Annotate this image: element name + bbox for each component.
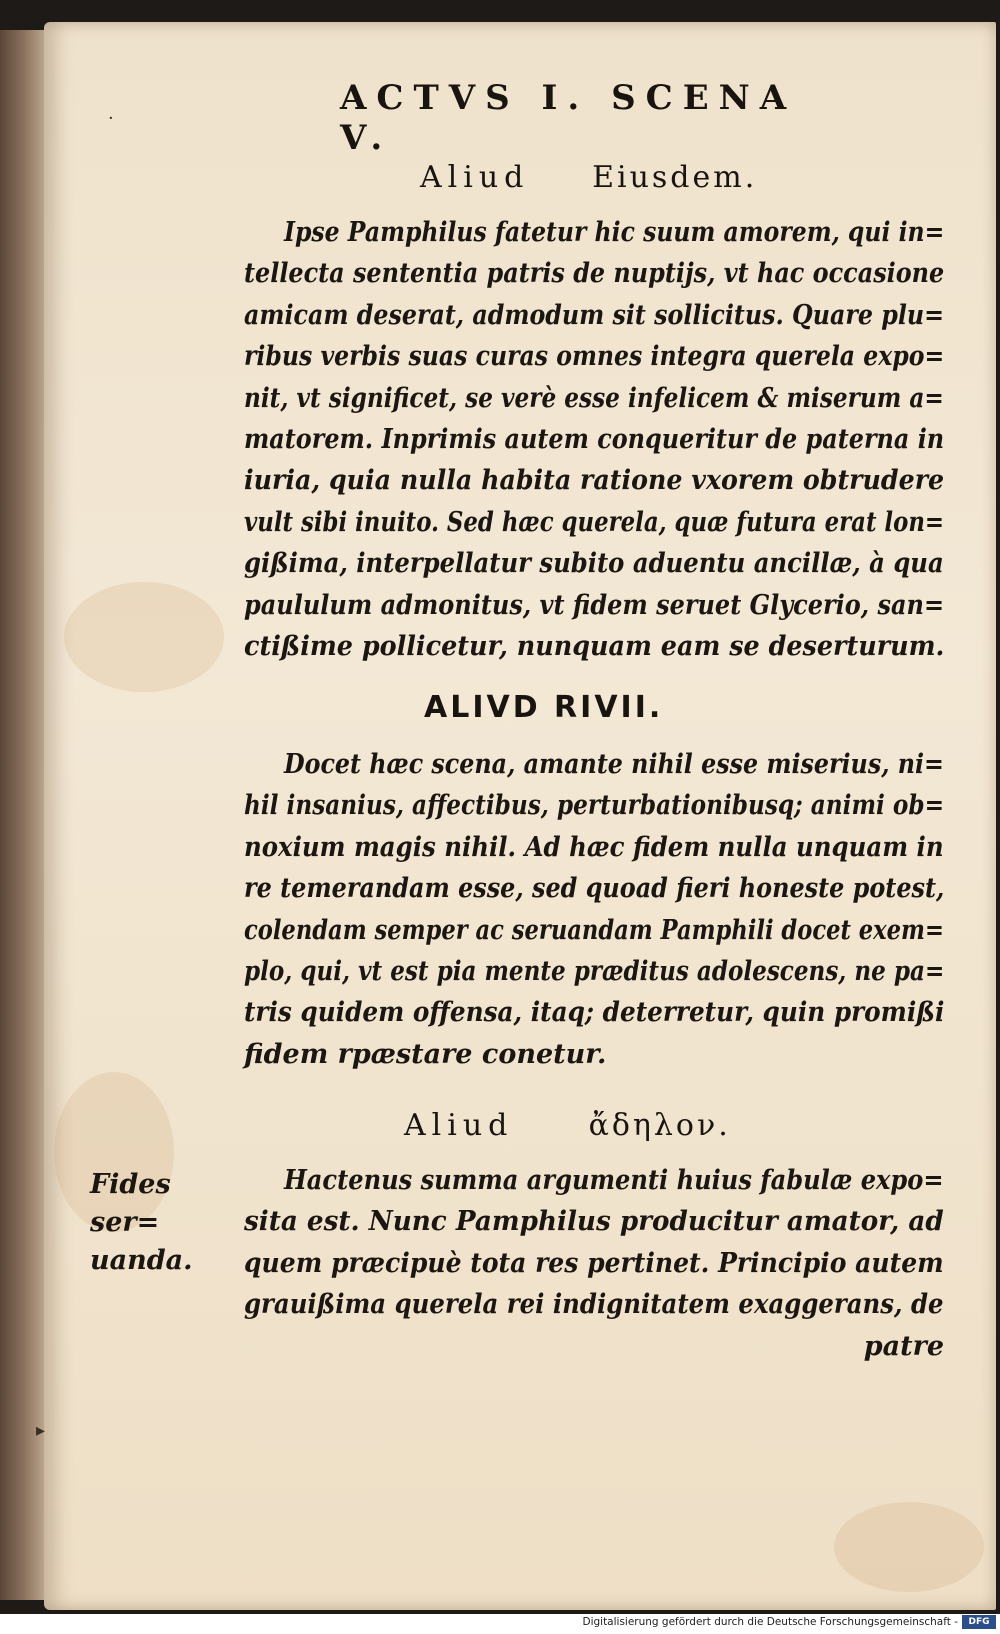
text-line: paululum admonitus, vt fidem seruet Glycerio, san= bbox=[244, 589, 945, 621]
text-line: vult sibi inuito. Sed hæc querela, quæ futura erat lon= bbox=[244, 506, 945, 538]
text-line: hil insanius, affectibus, perturbationibusq; animi ob= bbox=[244, 790, 945, 822]
text-line: matorem. Inprimis autem conqueritur de paterna in bbox=[244, 423, 945, 455]
heading-greek: ἄδηλον. bbox=[588, 1108, 731, 1143]
text-line: quem præcipuè tota res pertinet. Principio autem bbox=[244, 1247, 944, 1279]
margin-note bbox=[90, 1166, 240, 1280]
heading-lead: Aliud bbox=[404, 1108, 514, 1143]
text-line: gißima, interpellatur subito aduentu ancillæ, à qua bbox=[244, 548, 944, 580]
text-line: colendam semper ac seruandam Pamphili docet exem= bbox=[244, 914, 944, 946]
paper-stain bbox=[834, 1502, 984, 1592]
text-line: grauißima querela rei indignitatem exaggerans, de bbox=[244, 1289, 944, 1321]
margin-note-line: uanda. bbox=[90, 1245, 193, 1276]
text-line: noxium magis nihil. Ad hæc fidem nulla unquam in bbox=[244, 831, 944, 863]
text-line: Hactenus summa argumenti huius fabulæ expo= bbox=[284, 1165, 944, 1196]
funding-credit: Digitalisierung gefördert durch die Deutsche Forschungsgemeinschaft - bbox=[582, 1616, 958, 1628]
text-line: ctißime pollicetur, nunquam eam se deserturum. bbox=[244, 630, 945, 662]
text-line: iuria, quia nulla habita ratione vxorem obtrudere bbox=[244, 465, 945, 497]
section-heading-adelon bbox=[404, 1108, 731, 1143]
running-head: ACTVS I. SCENA V. bbox=[340, 78, 797, 158]
section-heading-eiusdem bbox=[420, 160, 757, 195]
text-line: tris quidem offensa, itaq; deterretur, quin promißi bbox=[244, 997, 945, 1029]
section-heading-rivii: ALIVD RIVII. bbox=[424, 690, 664, 725]
ink-mark: · bbox=[108, 108, 114, 129]
text-line: Docet hæc scena, amante nihil esse miserius, ni= bbox=[284, 749, 944, 780]
page-edge bbox=[0, 30, 50, 1600]
margin-note-line: Fides ser= bbox=[90, 1169, 171, 1238]
catchword-block bbox=[244, 1326, 944, 1367]
heading-rest: Eiusdem. bbox=[592, 160, 758, 195]
text-line: plo, qui, vt est pia mente præditus adolescens, ne pa= bbox=[244, 955, 945, 987]
paragraph-section-2 bbox=[244, 744, 944, 1075]
text-line: nit, vt significet, se verè esse infelicem & miserum a= bbox=[244, 382, 944, 414]
page-marker-icon: ▸ bbox=[36, 1420, 46, 1441]
text-line: Ipse Pamphilus fatetur hic suum amorem, qui in= bbox=[284, 217, 945, 248]
text-line: tellecta sententia patris de nuptijs, vt hac occasione bbox=[244, 258, 945, 290]
text-line: amicam deserat, admodum sit sollicitus. Quare plu= bbox=[244, 299, 945, 331]
text-line: ribus verbis suas curas omnes integra querela expo= bbox=[244, 341, 945, 373]
text-line: re temerandam esse, sed quoad fieri honeste potest, bbox=[244, 873, 945, 905]
text-line: sita est. Nunc Pamphilus producitur amator, ad bbox=[244, 1206, 944, 1238]
paragraph-section-1 bbox=[244, 212, 944, 667]
dfg-logo: DFG bbox=[962, 1615, 996, 1629]
paragraph-section-3 bbox=[244, 1160, 944, 1326]
heading-lead: Aliud bbox=[420, 160, 530, 195]
catchword: patre bbox=[863, 1331, 944, 1362]
text-line: fidem rpæstare conetur. bbox=[244, 1038, 607, 1070]
paper-stain bbox=[64, 582, 224, 692]
